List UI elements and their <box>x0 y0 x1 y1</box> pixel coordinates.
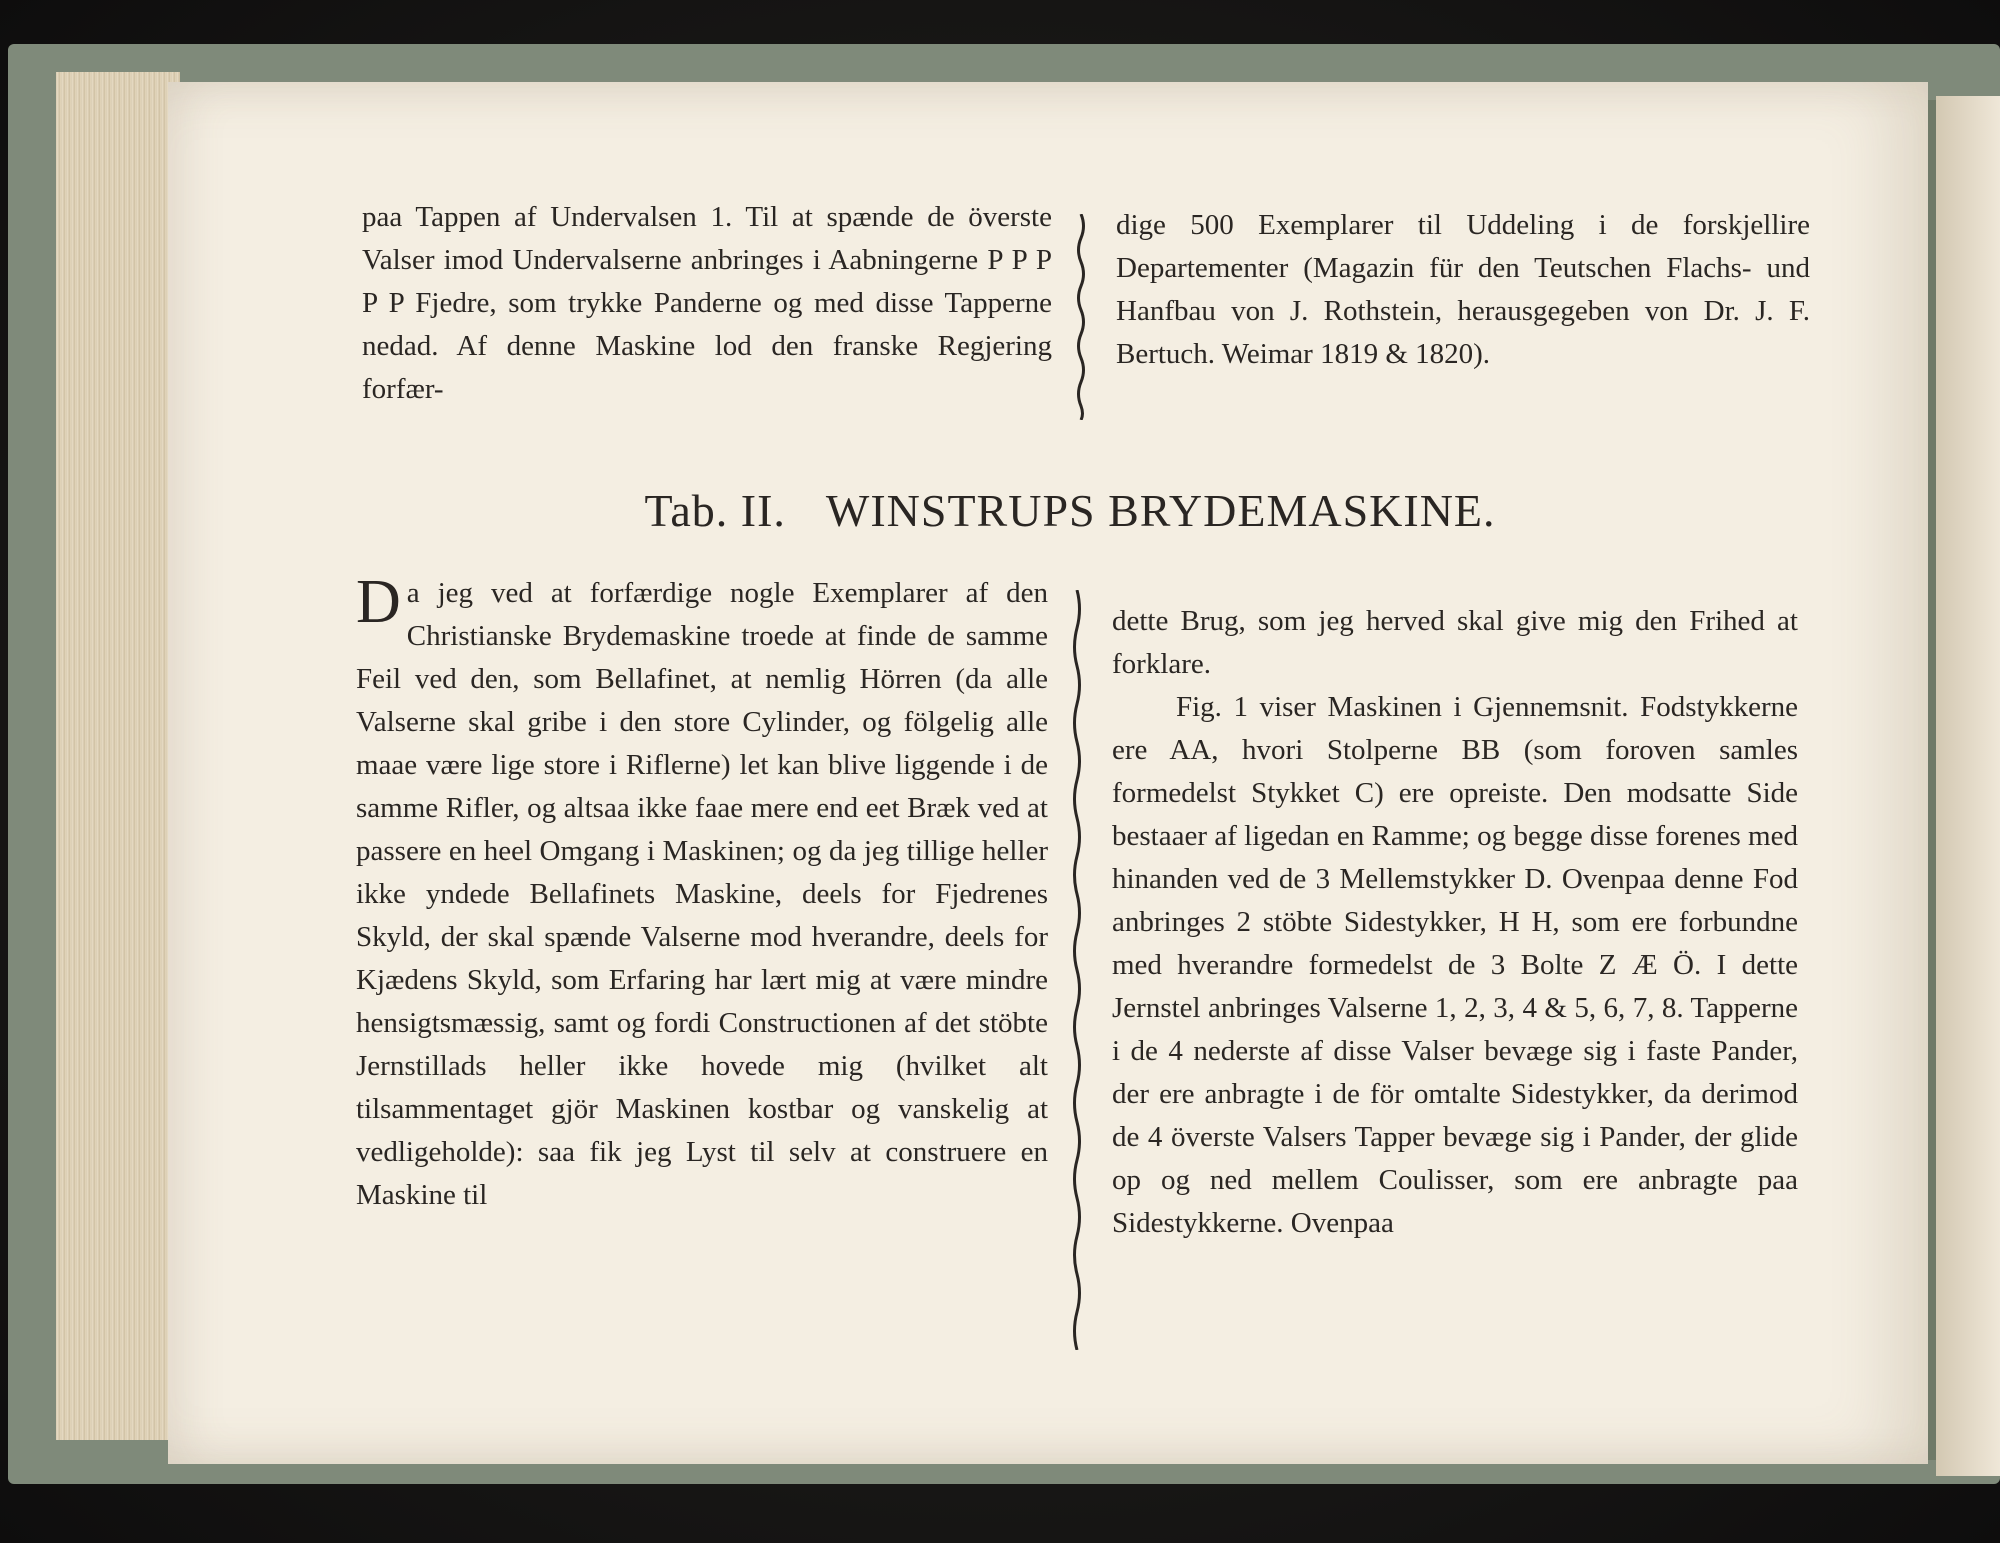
column-divider-top <box>1072 214 1090 420</box>
heading-title: WINSTRUPS BRYDEMASKINE. <box>825 485 1496 536</box>
section-heading <box>370 484 1770 537</box>
top-left-column <box>362 196 1052 411</box>
top-right-column <box>1116 204 1810 376</box>
top-right-paragraph: dige 500 Exemplarer til Uddeling i de forskjellire Departementer (Magazin für den Teutschen Flachs- und Hanfbau von J. Rothstein, herausgegeben von Dr. J. F. Bertuch. Weimar 1819 & 1820). <box>1116 209 1810 370</box>
heading-tab: Tab. II. <box>644 485 786 536</box>
column-divider-body <box>1068 590 1086 1350</box>
body-left-column <box>356 568 1048 1217</box>
body-right-paragraph-2: Fig. 1 viser Maskinen i Gjennemsnit. Fodstykkerne ere AA, hvori Stolperne BB (som foroven samles formedelst Stykket C) ere opreiste. Den modsatte Side bestaaer af ligedan en Ramme; og begge disse forenes med hinanden ved de 3 Mellemstykker D. Ovenpaa denne Fod anbringes 2 stöbte Sidestykker, H H, som ere forbundne med hverandre formedelst de 3 Bolte Z Æ Ö. I dette Jernstel anbringes Valserne 1, 2, 3, 4 & 5, 6, 7, 8. Tapperne i de 4 nederste af disse Valser bevæge sig i faste Pander, der ere anbragte i de för omtalte Sidestykker, da derimod de 4 överste Valsers Tapper bevæge sig i Pander, der glide op og ned mellem Coulisser, som ere anbragte paa Sidestykkerne. Ovenpaa <box>1112 691 1798 1239</box>
body-left-paragraph <box>356 568 1048 1217</box>
body-left-text: a jeg ved at forfærdige nogle Exemplarer af den Christianske Brydemaskine troede at finde de samme Feil ved den, som Bellafinet, at nemlig Hörren (da alle Valserne skal gribe i den store Cylinder, og fölgelig alle maae være lige store i Riflerne) let kan blive liggende i de samme Rifler, og altsaa ikke faae mere end eet Bræk ved at passere en heel Omgang i Maskinen; og da jeg tillige heller ikke yndede Bellafinets Maskine, deels for Fjedrenes Skyld, der skal spænde Valserne mod hverandre, deels for Kjædens Skyld, som Erfaring har lært mig at være mindre hensigtsmæssig, samt og fordi Constructionen af det stöbte Jernstillads heller ikke hovede mig (hvilket alt tilsammentaget gjör Maskinen kostbar og vanskelig at vedligeholde): saa fik jeg Lyst til selv at construere en Maskine til <box>356 577 1048 1211</box>
page-edges <box>56 72 180 1440</box>
next-page-edge <box>1936 96 2000 1476</box>
body-right-paragraph-1: dette Brug, som jeg herved skal give mig den Frihed at forklare. <box>1112 605 1798 680</box>
drop-cap: D <box>356 568 401 636</box>
body-right-column <box>1112 600 1798 1245</box>
top-left-paragraph: paa Tappen af Undervalsen 1. Til at spænde de överste Valser imod Undervalserne anbringes i Aabningerne P P P P P Fjedre, som trykke Panderne og med disse Tapperne nedad. Af denne Maskine lod den franske Regjering forfær- <box>362 201 1052 405</box>
